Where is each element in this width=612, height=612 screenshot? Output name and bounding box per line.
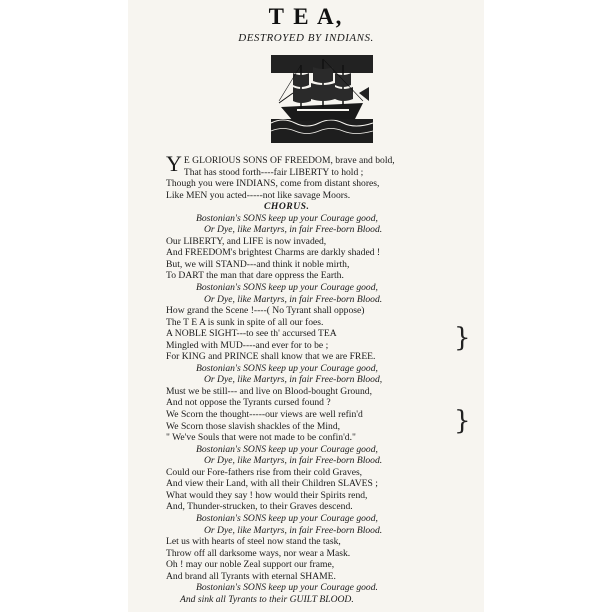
chorus-line — [166, 374, 466, 386]
line-text: Or Dye, like Martyrs, in fair Free-born Blood. — [204, 293, 383, 305]
line-text: Or Dye, like Martyrs, in fair Free-born Blood. — [204, 455, 383, 467]
verse-line — [166, 317, 466, 329]
line-text: For KING and PRINCE shall know that we are FREE. — [166, 351, 376, 363]
chorus-line — [166, 363, 466, 375]
line-text: And brand all Tyrants with eternal SHAME. — [166, 570, 336, 582]
line-text: Bostonian's SONS keep up your Courage good, — [196, 512, 378, 524]
verse-line — [166, 501, 466, 513]
verse-line — [166, 467, 466, 479]
line-text: Bostonian's SONS keep up your Courage good, — [196, 362, 378, 374]
line-text: How grand the Scene !----( No Tyrant shall oppose) — [166, 305, 365, 317]
line-text: We Scorn those slavish shackles of the Mind, — [166, 420, 341, 432]
verse-line — [166, 340, 466, 352]
line-text: Bostonian's SONS keep up your Courage good, — [196, 443, 378, 455]
margin-bracket: } — [454, 323, 471, 353]
line-text: And view their Land, with all their Children SLAVES ; — [166, 478, 378, 490]
line-text: Or Dye, like Martyrs, in fair Free-born Blood, — [204, 374, 383, 386]
line-text: Mingled with MUD----and ever for to be ; — [166, 339, 329, 351]
verse-line — [166, 397, 466, 409]
line-text: And, Thunder-strucken, to their Graves descend. — [166, 501, 353, 513]
verse-line — [166, 386, 466, 398]
verse-line — [166, 270, 466, 282]
verse-line — [166, 490, 466, 502]
line-text: Oh ! may our noble Zeal support our frame, — [166, 559, 335, 571]
chorus-line — [166, 513, 466, 525]
line-text: The T E A is sunk in spite of all our foes. — [166, 316, 324, 328]
chorus-heading — [166, 201, 466, 213]
line-text: Could our Fore-fathers rise from their cold Graves, — [166, 466, 363, 478]
line-text: We Scorn the thought-----our views are well refin'd — [166, 409, 363, 421]
verse-line — [166, 559, 466, 571]
line-text: Bostonian's SONS keep up your Courage good, — [196, 282, 378, 294]
verse-line — [166, 190, 466, 202]
verse-line — [166, 478, 466, 490]
margin-bracket: } — [454, 406, 471, 436]
chorus-line — [166, 282, 466, 294]
line-text: Our LIBERTY, and LIFE is now invaded, — [166, 235, 327, 247]
chorus-line — [166, 525, 466, 537]
verse-line — [166, 548, 466, 560]
poem-body — [166, 151, 466, 605]
line-text: What would they say ! how would their Spirits rend, — [166, 489, 368, 501]
verse-line — [166, 421, 466, 433]
line-text: But, we will STAND---and think it noble mirth, — [166, 258, 350, 270]
line-text: CHORUS. — [264, 201, 310, 213]
line-text: To DART the man that dare oppress the Earth. — [166, 270, 344, 282]
line-text: And FREEDOM's brightest Charms are darkly shaded ! — [166, 247, 381, 259]
verse-line — [166, 167, 466, 179]
line-text: Throw off all darksome ways, nor wear a Mask. — [166, 547, 351, 559]
page-title: T E A, — [268, 4, 344, 29]
chorus-line — [166, 294, 466, 306]
line-text: And sink all Tyrants to their GUILT BLOOD. — [180, 593, 354, 605]
line-text: Or Dye, like Martyrs, in fair Free-born Blood. — [204, 524, 383, 536]
chorus-line — [166, 213, 466, 225]
chorus-line — [166, 582, 466, 594]
chorus-line — [166, 455, 466, 467]
line-text: And not oppose the Tyrants cursed found ? — [166, 397, 331, 409]
sailing-ship-icon — [269, 53, 375, 145]
verse-line — [166, 432, 466, 444]
line-text: That has stood forth----fair LIBERTY to hold ; — [183, 166, 364, 178]
line-text: Or Dye, like Martyrs, in fair Free-born Blood. — [204, 224, 383, 236]
verse-line — [166, 236, 466, 248]
line-text: Though you were INDIANS, come from distant shores, — [166, 178, 380, 190]
verse-line — [166, 409, 466, 421]
line-text: Like MEN you acted-----not like savage Moors. — [166, 189, 351, 201]
verse-line — [166, 328, 466, 340]
verse-line — [166, 571, 466, 583]
line-text: " We've Souls that were not made to be confin'd." — [166, 432, 356, 444]
verse-line — [166, 178, 466, 190]
verse-line — [166, 305, 466, 317]
drop-cap: Y — [166, 151, 182, 176]
line-text: A NOBLE SIGHT---to see th' accursed TEA — [166, 328, 337, 340]
verse-line — [166, 259, 466, 271]
chorus-line — [166, 224, 466, 236]
line-text: Bostonian's SONS keep up your Courage good. — [196, 582, 378, 594]
verse-line — [166, 351, 466, 363]
line-text: Must we be still--- and live on Blood-bought Ground, — [166, 385, 372, 397]
line-text: Let us with hearts of steel now stand the task, — [166, 536, 341, 548]
page-subtitle: DESTROYED BY INDIANS. — [238, 32, 374, 44]
chorus-line — [166, 444, 466, 456]
broadside-page — [128, 0, 484, 612]
line-text: E GLORIOUS SONS OF FREEDOM, brave and bold, — [183, 155, 395, 166]
line-text: Bostonian's SONS keep up your Courage good, — [196, 212, 378, 224]
chorus-line — [166, 594, 466, 606]
verse-line — [166, 247, 466, 259]
verse-line — [166, 536, 466, 548]
